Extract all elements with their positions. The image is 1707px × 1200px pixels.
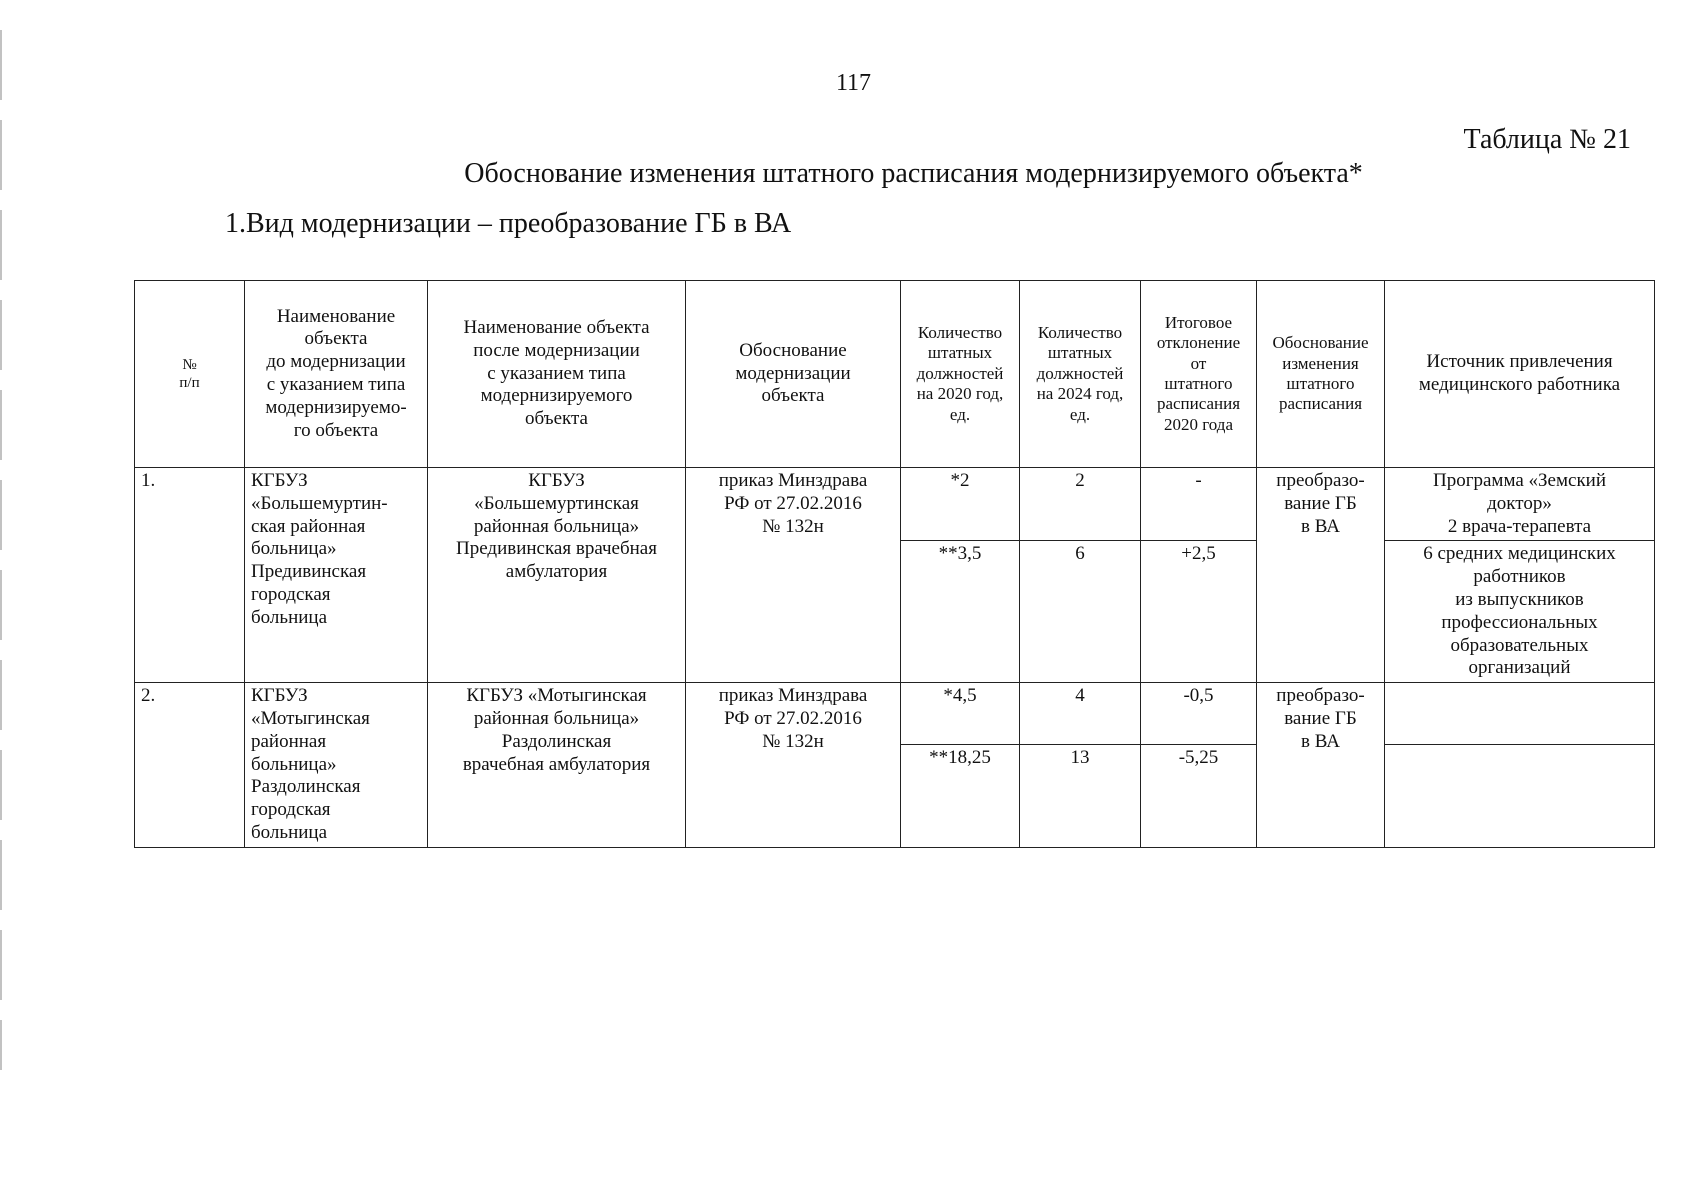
header-name-before: Наименование объекта до модернизации с указанием типа модернизируемо- го объекта (245, 281, 428, 468)
cell-count-2024: 4 (1020, 683, 1141, 744)
header-count-2020: Количество штатных должностей на 2020 год, ед. (901, 281, 1020, 468)
cell-name-before: КГБУЗ «Большемуртин- ская районная больница» Предивинская городская больница (245, 468, 428, 683)
cell-source (1385, 683, 1655, 744)
cell-count-2024: 2 (1020, 468, 1141, 541)
table-row (135, 683, 1655, 744)
header-num: № п/п (135, 281, 245, 468)
header-justification: Обоснование модернизации объекта (686, 281, 901, 468)
table-header-row (135, 281, 1655, 468)
cell-deviation: -5,25 (1141, 744, 1257, 847)
page-number: 117 (835, 70, 872, 96)
cell-source: 6 средних медицинских работников из выпускников профессиональных образовательных организаций (1385, 541, 1655, 683)
cell-justification: приказ Минздрава РФ от 27.02.2016 № 132н (686, 683, 901, 848)
cell-count-2024: 6 (1020, 541, 1141, 683)
header-deviation: Итоговое отклонение от штатного расписания 2020 года (1141, 281, 1257, 468)
cell-name-after: КГБУЗ «Большемуртинская районная больница» Предивинская врачебная амбулатория (428, 468, 686, 683)
cell-num: 1. (135, 468, 245, 683)
cell-count-2020: **3,5 (901, 541, 1020, 683)
cell-count-2020: *2 (901, 468, 1020, 541)
header-staff-change: Обоснование изменения штатного расписания (1257, 281, 1385, 468)
cell-deviation: -0,5 (1141, 683, 1257, 744)
cell-staff-change: преобразо- вание ГБ в ВА (1257, 468, 1385, 683)
cell-staff-change: преобразо- вание ГБ в ВА (1257, 683, 1385, 848)
cell-deviation: +2,5 (1141, 541, 1257, 683)
cell-num: 2. (135, 683, 245, 848)
cell-count-2024: 13 (1020, 744, 1141, 847)
cell-name-after: КГБУЗ «Мотыгинская районная больница» Раздолинская врачебная амбулатория (428, 683, 686, 848)
cell-name-before: КГБУЗ «Мотыгинская районная больница» Раздолинская городская больница (245, 683, 428, 848)
table-row (135, 468, 1655, 541)
document-title: Обоснование изменения штатного расписания модернизируемого объекта* (464, 158, 1363, 189)
staff-schedule-table (134, 280, 1655, 848)
cell-count-2020: *4,5 (901, 683, 1020, 744)
section-title: 1.Вид модернизации – преобразование ГБ в ВА (225, 208, 792, 239)
header-name-after: Наименование объекта после модернизации с указанием типа модернизируемого объекта (428, 281, 686, 468)
cell-deviation: - (1141, 468, 1257, 541)
cell-count-2020: **18,25 (901, 744, 1020, 847)
header-count-2024: Количество штатных должностей на 2024 год, ед. (1020, 281, 1141, 468)
cell-source: Программа «Земский доктор» 2 врача-терапевта (1385, 468, 1655, 541)
table-label: Таблица № 21 (1463, 124, 1631, 155)
cell-justification: приказ Минздрава РФ от 27.02.2016 № 132н (686, 468, 901, 683)
cell-source (1385, 744, 1655, 847)
header-source: Источник привлечения медицинского работника (1385, 281, 1655, 468)
